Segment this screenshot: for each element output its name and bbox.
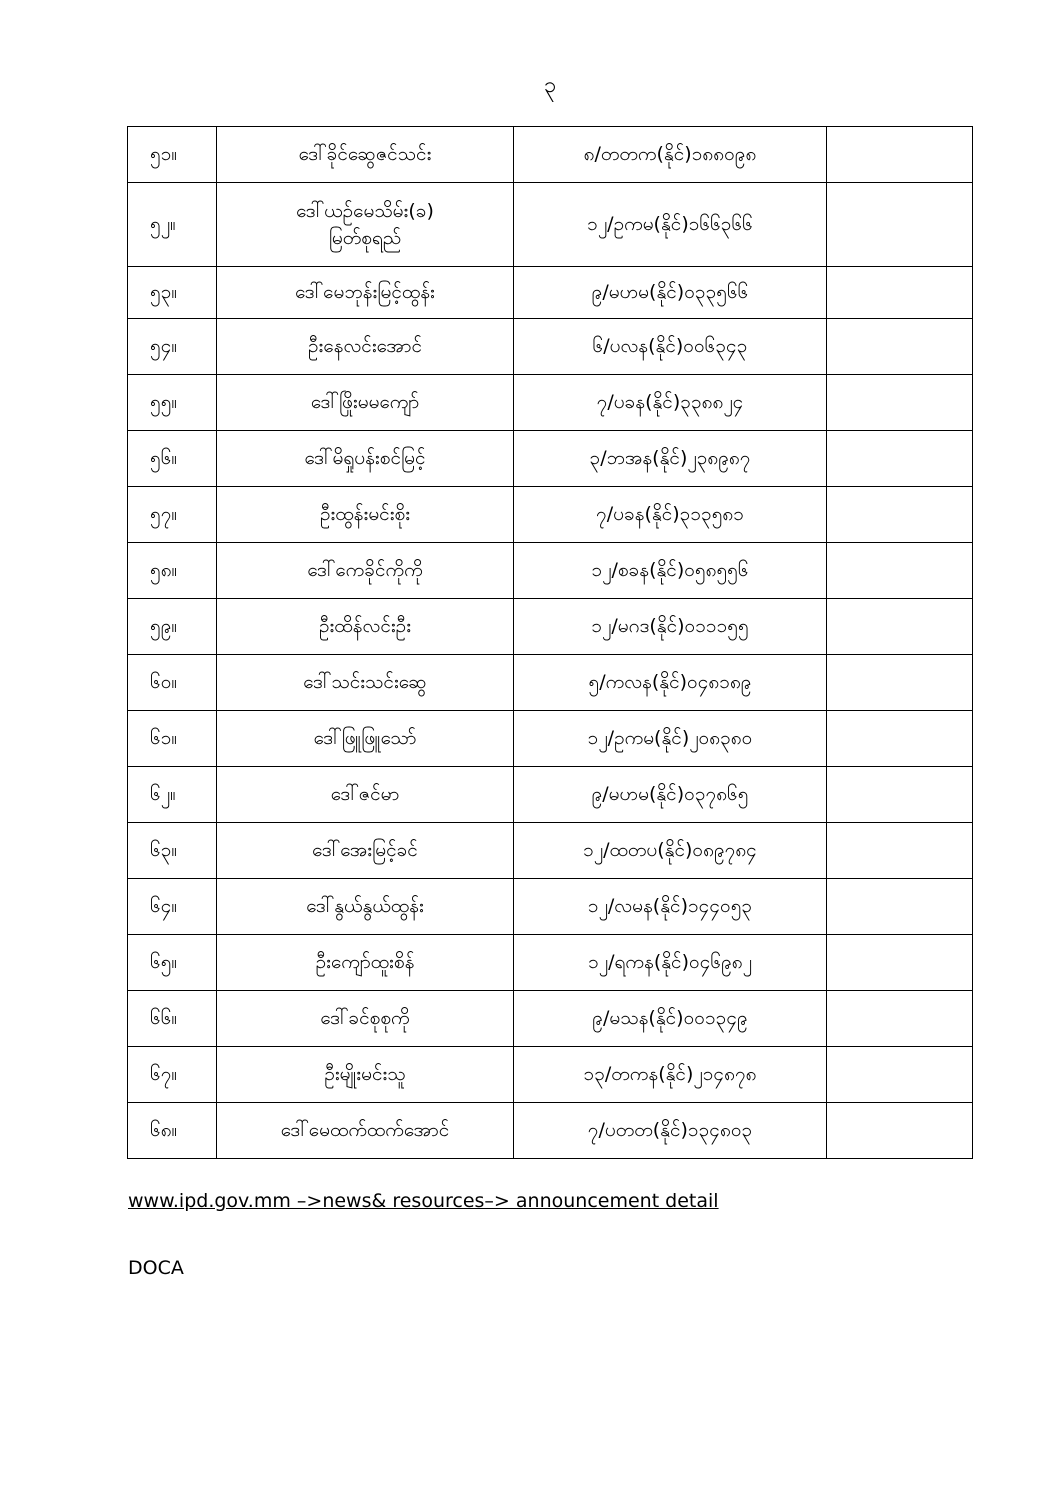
person-name: ဒေါ်သင်းသင်းဆွေ: [303, 671, 427, 694]
row-number: ၅၇။: [128, 487, 217, 543]
row-number: ၅၄။: [128, 319, 217, 375]
person-name-cell: [217, 767, 514, 823]
table-row: [128, 183, 973, 267]
row-number: ၆၈။: [128, 1103, 217, 1159]
nrc-number: ၃/ဘအန(နိုင်)၂၃၈၉၈၇: [514, 431, 827, 487]
person-name-cell: [217, 543, 514, 599]
person-name-cell: [217, 935, 514, 991]
row-number: ၆၆။: [128, 991, 217, 1047]
remarks-cell: [827, 599, 973, 655]
remarks-cell: [827, 935, 973, 991]
remarks-cell: [827, 767, 973, 823]
nrc-number: ၉/မသန(နိုင်)၀၀၁၃၄၉: [514, 991, 827, 1047]
nrc-number: ၁၂/ဥကမ(နိုင်)၁၆၆၃၆၆: [514, 183, 827, 267]
remarks-cell: [827, 1047, 973, 1103]
table-row: [128, 127, 973, 183]
person-name-cell: [217, 1047, 514, 1103]
table-row: [128, 543, 973, 599]
row-number: ၅၈။: [128, 543, 217, 599]
table-row: [128, 823, 973, 879]
person-name: ဒေါ်ခင်စုစုကို: [320, 1007, 410, 1030]
row-number: ၆၂။: [128, 767, 217, 823]
remarks-cell: [827, 487, 973, 543]
person-name: ဒေါ်အေးမြင့်ခင်: [312, 839, 418, 862]
person-name: ဒေါ်ကေခိုင်ကိုကို: [307, 559, 423, 582]
person-name-cell: [217, 599, 514, 655]
person-name: ဦးထိန်လင်းဦး: [318, 615, 412, 638]
row-number: ၅၉။: [128, 599, 217, 655]
table-row: [128, 935, 973, 991]
row-number: ၆၅။: [128, 935, 217, 991]
row-number: ၅၃။: [128, 267, 217, 319]
remarks-cell: [827, 543, 973, 599]
person-name: မြတ်စုရည်: [328, 226, 402, 249]
remarks-cell: [827, 267, 973, 319]
person-name: ဦးနေလင်းအောင်: [307, 335, 423, 358]
source-link[interactable]: www.ipd.gov.mm –>news& resources–> announcement detail: [128, 1190, 719, 1212]
person-name-cell: [217, 487, 514, 543]
person-name: ဒေါ်ခိုင်ဆွေဇင်သင်း: [298, 143, 432, 166]
person-name: ဒေါ်ဇင်မာ: [330, 783, 400, 806]
person-name-cell: [217, 375, 514, 431]
table-row: [128, 375, 973, 431]
nrc-number: ၇/ပခန(နိုင်)၃၁၃၅၈၁: [514, 487, 827, 543]
remarks-cell: [827, 319, 973, 375]
person-name: ဦးထွန်းမင်းစိုး: [319, 503, 411, 526]
table-row: [128, 599, 973, 655]
person-name-cell: [217, 655, 514, 711]
remarks-cell: [827, 183, 973, 267]
remarks-cell: [827, 655, 973, 711]
records-table: [127, 126, 973, 1159]
remarks-cell: [827, 879, 973, 935]
remarks-cell: [827, 1103, 973, 1159]
nrc-number: ၇/ပတတ(နိုင်)၁၃၄၈၀၃: [514, 1103, 827, 1159]
person-name: ဒေါ်ဖြူဖြူသော်: [313, 727, 417, 750]
table-row: [128, 1103, 973, 1159]
nrc-number: ၉/မဟမ(နိုင်)၀၃၃၅၆၆: [514, 267, 827, 319]
nrc-number: ၁၂/ဥကမ(နိုင်)၂၀၈၃၈၀: [514, 711, 827, 767]
row-number: ၆၁။: [128, 711, 217, 767]
person-name: ဒေါ်ဖြိုးမမကျော်: [310, 391, 420, 414]
nrc-number: ၁၂/မဂဒ(နိုင်)၀၁၁၁၅၅: [514, 599, 827, 655]
remarks-cell: [827, 127, 973, 183]
nrc-number: ၆/ပလန(နိုင်)၀၀၆၃၄၃: [514, 319, 827, 375]
table-row: [128, 655, 973, 711]
person-name-cell: [217, 319, 514, 375]
person-name: ဒေါ်ယဉ်မေသိမ်း(ခ): [296, 199, 434, 222]
nrc-number: ၈/တတက(နိုင်)၁၈၈၀၉၈: [514, 127, 827, 183]
page-number: ၃: [543, 73, 557, 98]
person-name: ဒေါ်မေဘုန်းမြင့်ထွန်း: [295, 281, 435, 304]
table-row: [128, 267, 973, 319]
nrc-number: ၁၂/လမန(နိုင်)၁၄၄၀၅၃: [514, 879, 827, 935]
person-name: ဒေါ်မိရှုပန်းစင်မြင့်: [304, 447, 426, 470]
records-table-body: [128, 127, 973, 1159]
row-number: ၅၅။: [128, 375, 217, 431]
person-name: ဒေါ်မေထက်ထက်အောင်: [280, 1119, 450, 1142]
person-name: ဒေါ်နွယ်နွယ်ထွန်း: [306, 895, 424, 918]
person-name-cell: [217, 431, 514, 487]
remarks-cell: [827, 375, 973, 431]
table-row: [128, 1047, 973, 1103]
row-number: ၅၆။: [128, 431, 217, 487]
table-row: [128, 319, 973, 375]
table-row: [128, 711, 973, 767]
person-name: ဦးကျော်ထူးစိန်: [315, 951, 415, 974]
row-number: ၆၃။: [128, 823, 217, 879]
table-row: [128, 879, 973, 935]
row-number: ၅၂။: [128, 183, 217, 267]
person-name-cell: [217, 711, 514, 767]
remarks-cell: [827, 431, 973, 487]
person-name: ဦးမျိုးမင်းသူ: [324, 1063, 406, 1086]
nrc-number: ၉/မဟမ(နိုင်)၀၃၇၈၆၅: [514, 767, 827, 823]
nrc-number: ၁၂/ထတပ(နိုင်)၀၈၉၇၈၄: [514, 823, 827, 879]
person-name-cell: [217, 127, 514, 183]
person-name-cell: [217, 879, 514, 935]
organization-label: DOCA: [128, 1257, 184, 1279]
person-name-cell: [217, 1103, 514, 1159]
table-row: [128, 487, 973, 543]
nrc-number: ၅/ကလန(နိုင်)၀၄၈၁၈၉: [514, 655, 827, 711]
person-name-cell: [217, 183, 514, 267]
nrc-number: ၁၂/စခန(နိုင်)၀၅၈၅၅၆: [514, 543, 827, 599]
remarks-cell: [827, 711, 973, 767]
person-name-cell: [217, 991, 514, 1047]
row-number: ၆၄။: [128, 879, 217, 935]
table-row: [128, 991, 973, 1047]
table-row: [128, 767, 973, 823]
row-number: ၆၇။: [128, 1047, 217, 1103]
nrc-number: ၁၃/တကန(နိုင်)၂၁၄၈၇၈: [514, 1047, 827, 1103]
person-name-cell: [217, 267, 514, 319]
row-number: ၅၁။: [128, 127, 217, 183]
nrc-number: ၇/ပခန(နိုင်)၃၃၈၈၂၄: [514, 375, 827, 431]
person-name-cell: [217, 823, 514, 879]
nrc-number: ၁၂/ရကန(နိုင်)၀၄၆၉၈၂: [514, 935, 827, 991]
remarks-cell: [827, 991, 973, 1047]
remarks-cell: [827, 823, 973, 879]
row-number: ၆၀။: [128, 655, 217, 711]
table-row: [128, 431, 973, 487]
